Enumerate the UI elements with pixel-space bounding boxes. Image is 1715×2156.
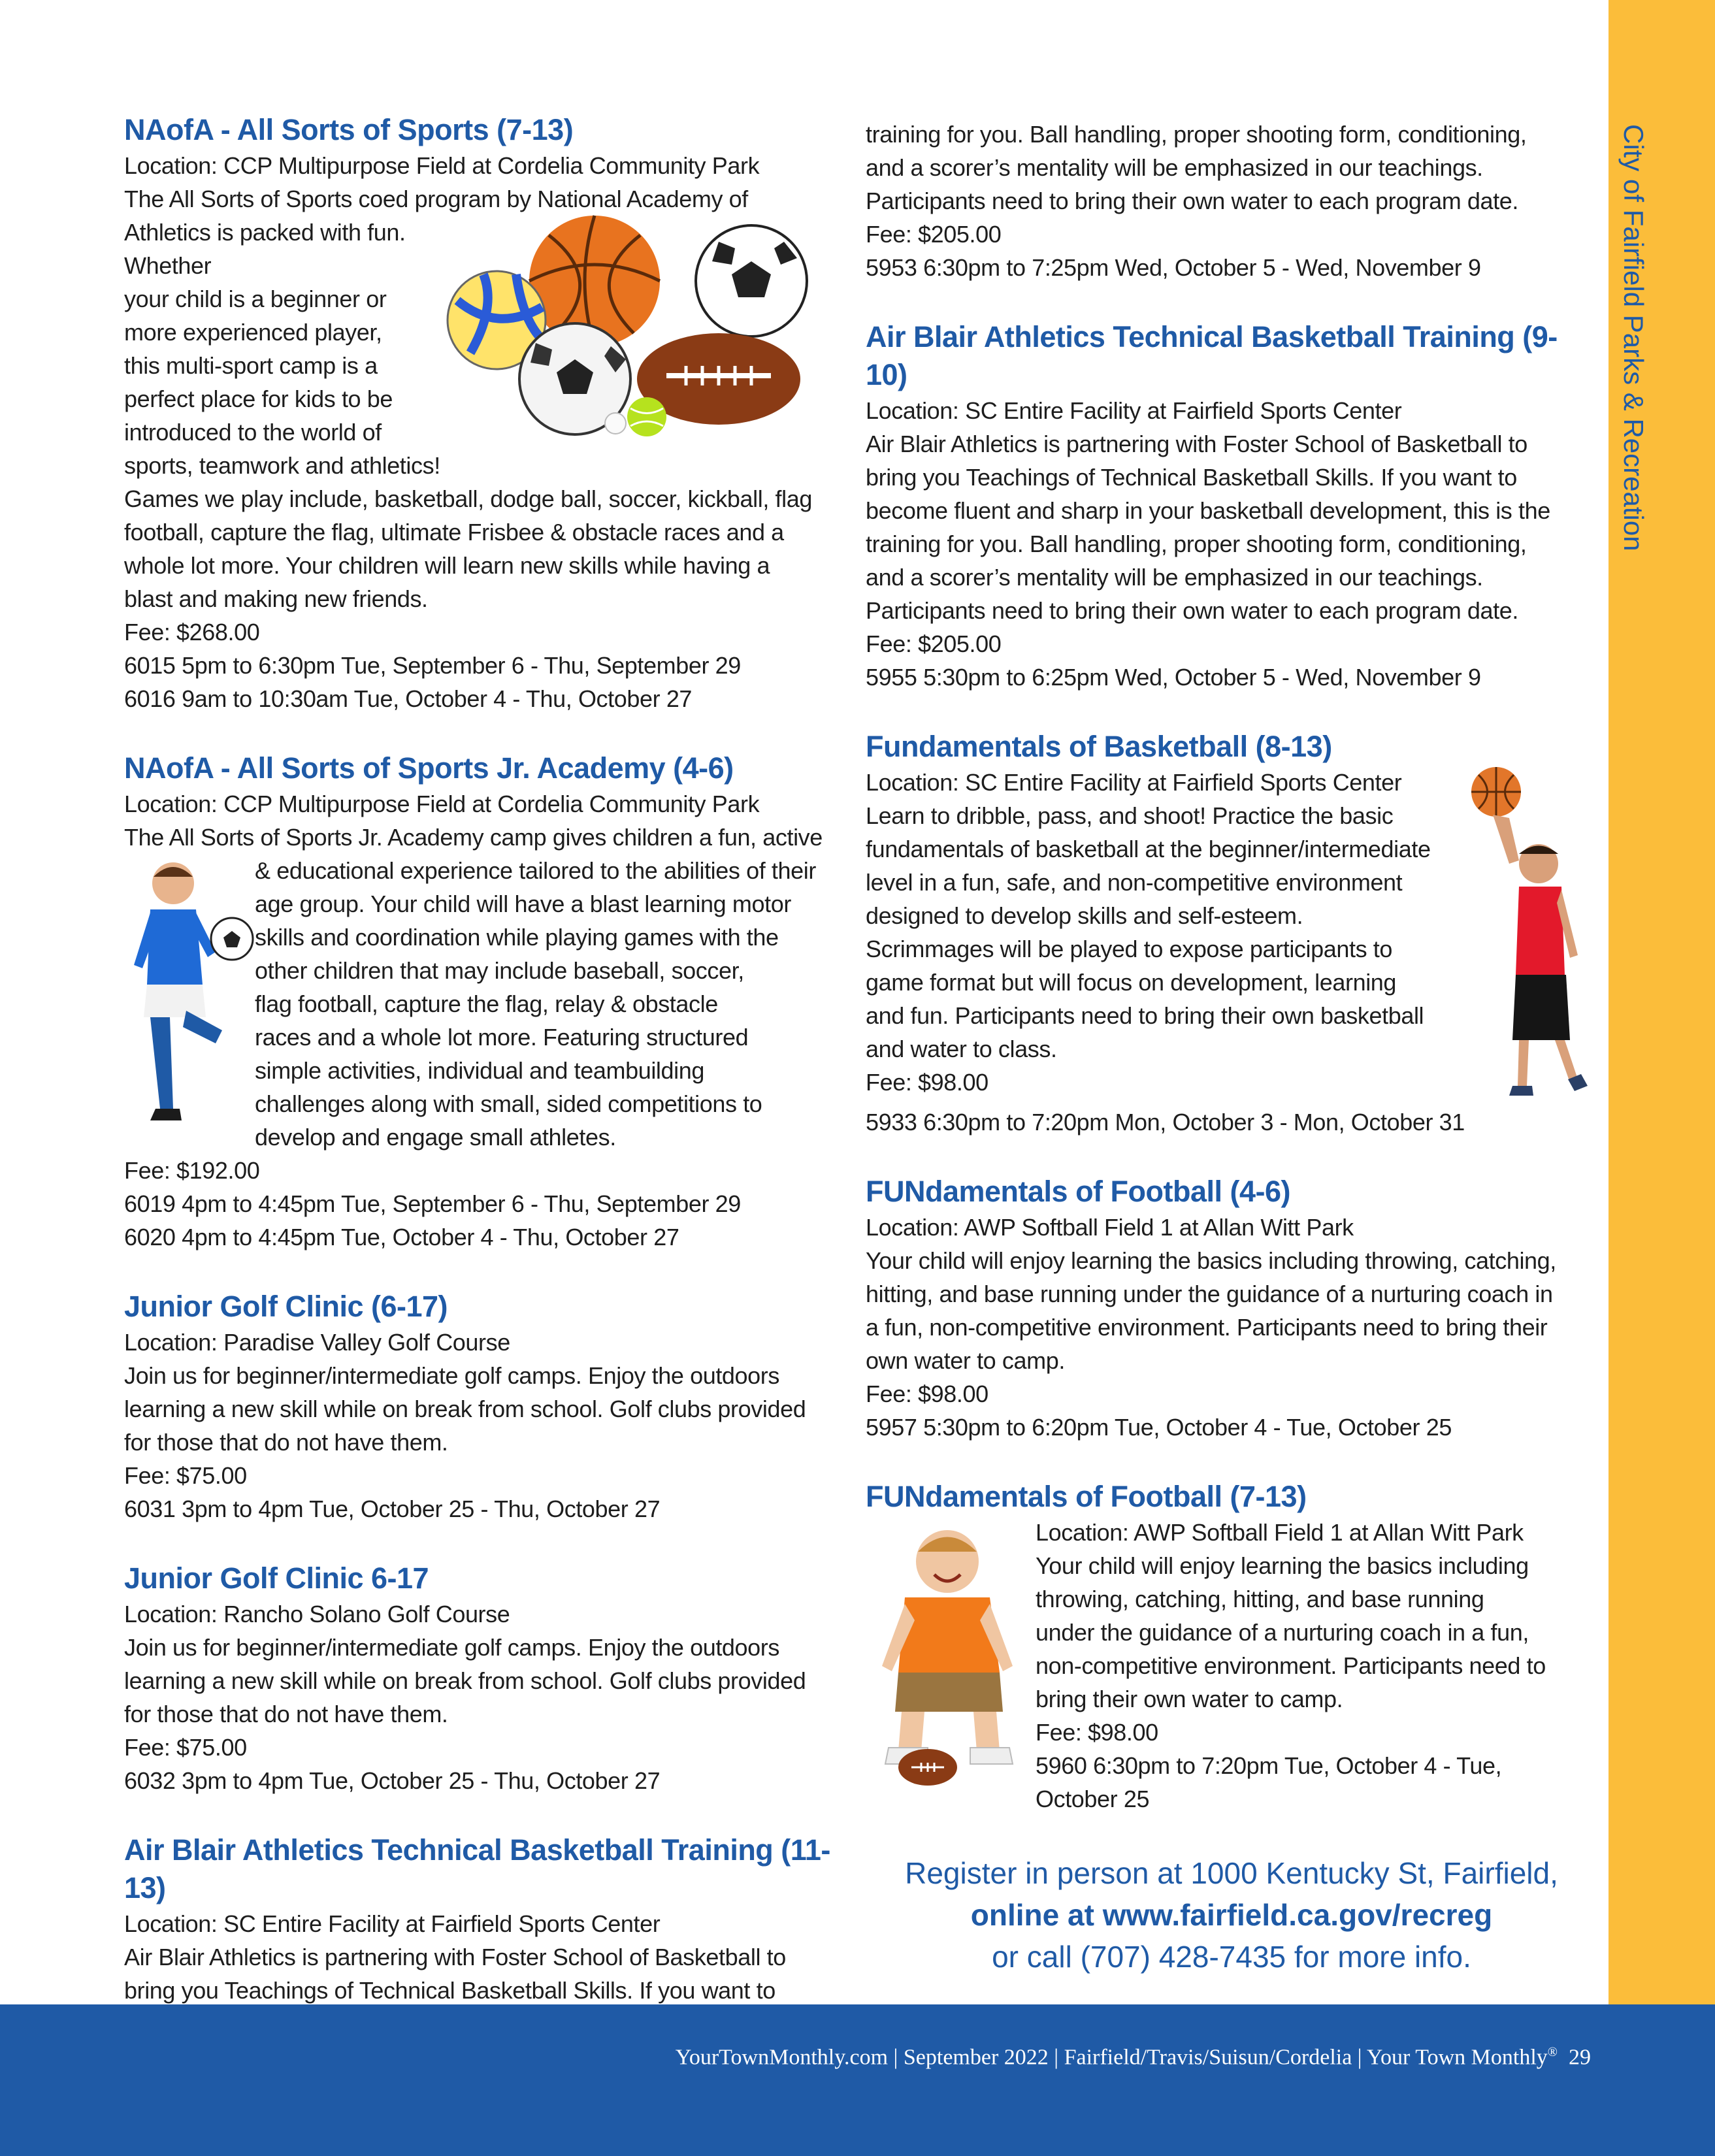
program-fee: Fee: $205.00 (866, 630, 1002, 657)
program-line: other children that may include baseball, soccer, (255, 957, 744, 984)
program-fee: Fee: $205.00 (866, 221, 1002, 248)
program-line: Air Blair Athletics is partnering with Foster School of Basketball to (124, 1944, 786, 1970)
program-all-sorts-of-sports (124, 111, 849, 715)
program-title: Air Blair Athletics Technical Basketball Training (11-13) (124, 1833, 830, 1904)
program-line: Location: AWP Softball Field 1 at Allan Witt Park (866, 1214, 1354, 1241)
program-line: this multi-sport camp is a (124, 352, 378, 379)
registered-mark: ® (1547, 2045, 1558, 2059)
program-session: 6015 5pm to 6:30pm Tue, September 6 - Thu, September 29 (124, 652, 741, 679)
program-session: 6020 4pm to 4:45pm Tue, October 4 - Thu, October 27 (124, 1224, 679, 1250)
program-title: Junior Golf Clinic 6-17 (124, 1561, 429, 1595)
football-boy-image (866, 1516, 1029, 1790)
program-fee: Fee: $75.00 (124, 1734, 247, 1761)
program-title: NAofA - All Sorts of Sports Jr. Academy (4-6) (124, 751, 734, 785)
program-line: bring you Teachings of Technical Basketball Skills. If you want to (124, 1977, 776, 2004)
program-session: 6031 3pm to 4pm Tue, October 25 - Thu, October 27 (124, 1495, 661, 1522)
left-column (124, 111, 849, 2040)
program-line: training for you. Ball handling, proper shooting form, conditioning, (866, 121, 1527, 148)
program-line: Athletics is packed with fun. Whether (124, 219, 406, 279)
program-session: 5953 6:30pm to 7:25pm Wed, October 5 - Wed, November 9 (866, 254, 1481, 281)
program-line: and a scorer’s mentality will be emphasized in our teachings. (866, 154, 1483, 181)
program-fundamentals-basketball (866, 728, 1597, 1139)
program-line: Location: Paradise Valley Golf Course (124, 1329, 510, 1356)
program-line: Location: CCP Multipurpose Field at Cordelia Community Park (124, 791, 760, 817)
program-line: develop and engage small athletes. (255, 1124, 616, 1151)
register-phone: or call (707) 428-7435 for more info. (992, 1940, 1471, 1974)
register-online-link[interactable]: online at www.fairfield.ca.gov/recreg (970, 1898, 1493, 1932)
program-line: Location: CCP Multipurpose Field at Cordelia Community Park (124, 152, 760, 179)
program-title: FUNdamentals of Football (7-13) (866, 1480, 1307, 1513)
program-line: sports, teamwork and athletics! (124, 452, 440, 479)
program-title: Fundamentals of Basketball (8-13) (866, 730, 1332, 763)
program-jr-academy (124, 749, 849, 1254)
program-session: 5933 6:30pm to 7:20pm Mon, October 3 - Mon, October 31 (866, 1109, 1465, 1135)
program-session: 6016 9am to 10:30am Tue, October 4 - Thu, October 27 (124, 685, 693, 712)
program-line: football, capture the flag, ultimate Frisbee & obstacle races and a (124, 519, 784, 546)
sports-balls-image (444, 209, 849, 444)
program-air-blair-9-10 (866, 318, 1597, 694)
program-session: 5955 5:30pm to 6:25pm Wed, October 5 - Wed, November 9 (866, 664, 1481, 691)
program-fundamentals-football-7-13 (866, 1478, 1597, 1816)
program-line: Location: Rancho Solano Golf Course (124, 1601, 510, 1627)
program-line: races and a whole lot more. Featuring structured (255, 1024, 749, 1051)
sidebar-label: City of Fairfield Parks & Recreation (1618, 124, 1649, 551)
program-fee: Fee: $268.00 (124, 619, 260, 645)
program-line: more experienced player, (124, 319, 382, 346)
program-line: Participants need to bring their own water to each program date. (866, 188, 1518, 214)
program-line: your child is a beginner or (124, 286, 387, 312)
program-line: Location: SC Entire Facility at Fairfield Sports Center (866, 397, 1402, 424)
program-line: perfect place for kids to be (124, 385, 393, 412)
basketball-boy-icon (1447, 766, 1597, 1105)
program-line: & educational experience tailored to the abilities of their (255, 857, 816, 884)
soccer-boy-image (124, 854, 255, 1148)
program-line: Air Blair Athletics is partnering with Foster School of Basketball to (866, 431, 1527, 457)
sports-balls-icon (444, 209, 849, 444)
program-line: level in a fun, safe, and non-competitive environment (866, 869, 1403, 896)
program-line: Learn to dribble, pass, and shoot! Practice the basic (866, 802, 1394, 829)
program-line: for those that do not have them. (124, 1701, 448, 1727)
program-line: learning a new skill while on break from school. Golf clubs provided (124, 1396, 806, 1422)
program-line: throwing, catching, hitting, and base running (1036, 1586, 1484, 1612)
program-line: Location: SC Entire Facility at Fairfield Sports Center (124, 1910, 661, 1937)
program-fee: Fee: $98.00 (1036, 1719, 1158, 1746)
program-line: Games we play include, basketball, dodge ball, soccer, kickball, flag (124, 485, 812, 512)
program-session: 5960 6:30pm to 7:20pm Tue, October 4 - Tue, (1036, 1752, 1502, 1779)
program-title: Air Blair Athletics Technical Basketball Training (9-10) (866, 320, 1558, 391)
program-line: learning a new skill while on break from school. Golf clubs provided (124, 1667, 806, 1694)
program-line: Participants need to bring their own water to each program date. (866, 597, 1518, 624)
program-line: under the guidance of a nurturing coach in a fun, (1036, 1619, 1529, 1646)
program-line: bring you Teachings of Technical Basketball Skills. If you want to (866, 464, 1517, 491)
footer-text (676, 2045, 1591, 2070)
program-session: 6032 3pm to 4pm Tue, October 25 - Thu, October 27 (124, 1767, 661, 1794)
basketball-boy-image (1447, 766, 1597, 1105)
football-boy-icon (866, 1516, 1029, 1790)
program-junior-golf-paradise (124, 1288, 849, 1526)
program-line: flag football, capture the flag, relay & obstacle (255, 990, 718, 1017)
program-line: a fun, non-competitive environment. Participants need to bring their (866, 1314, 1548, 1341)
program-session: 5957 5:30pm to 6:20pm Tue, October 4 - Tue, October 25 (866, 1414, 1452, 1441)
program-line: non-competitive environment. Participants need to (1036, 1652, 1546, 1679)
program-line: whole lot more. Your children will learn new skills while having a (124, 552, 770, 579)
page-number: 29 (1569, 2045, 1591, 2070)
program-session: October 25 (1036, 1786, 1150, 1812)
program-line: simple activities, individual and teambuilding (255, 1057, 704, 1084)
soccer-boy-icon (124, 854, 255, 1148)
program-line: and water to class. (866, 1036, 1057, 1062)
program-line: fundamentals of basketball at the beginner/intermediate (866, 836, 1431, 862)
program-fee: Fee: $192.00 (124, 1157, 260, 1184)
program-line: blast and making new friends. (124, 585, 428, 612)
right-column (866, 118, 1597, 1816)
program-line: Scrimmages will be played to expose participants to (866, 936, 1393, 962)
program-line: bring their own water to camp. (1036, 1686, 1343, 1712)
program-line: own water to camp. (866, 1347, 1065, 1374)
program-line: hitting, and base running under the guidance of a nurturing coach in (866, 1281, 1553, 1307)
program-line: game format but will focus on development, learning (866, 969, 1397, 996)
program-line: for those that do not have them. (124, 1429, 448, 1456)
program-line: challenges along with small, sided competitions to (255, 1090, 762, 1117)
footer-publication: YourTownMonthly.com | September 2022 | Fairfield/Travis/Suisun/Cordelia | Your Town Monthly (675, 2045, 1548, 2070)
program-line: The All Sorts of Sports Jr. Academy camp gives children a fun, active (124, 824, 823, 851)
program-line: designed to develop skills and self-esteem. (866, 902, 1303, 929)
program-session: 6019 4pm to 4:45pm Tue, September 6 - Thu, September 29 (124, 1190, 741, 1217)
program-line: Your child will enjoy learning the basics including throwing, catching, (866, 1247, 1556, 1274)
program-line: and a scorer’s mentality will be emphasized in our teachings. (866, 564, 1483, 591)
program-line: training for you. Ball handling, proper shooting form, conditioning, (866, 531, 1527, 557)
program-line: The All Sorts of Sports coed program by National Academy of (124, 186, 748, 212)
program-line: Your child will enjoy learning the basics including (1036, 1552, 1529, 1579)
program-fundamentals-football-4-6 (866, 1173, 1597, 1444)
program-title: FUNdamentals of Football (4-6) (866, 1175, 1291, 1208)
program-line: Location: SC Entire Facility at Fairfield Sports Center (866, 769, 1402, 796)
program-fee: Fee: $98.00 (866, 1069, 988, 1096)
program-junior-golf-rancho (124, 1560, 849, 1797)
program-line: Join us for beginner/intermediate golf camps. Enjoy the outdoors (124, 1634, 779, 1661)
program-line: Location: AWP Softball Field 1 at Allan Witt Park (1036, 1519, 1524, 1546)
program-line: and fun. Participants need to bring their own basketball (866, 1002, 1424, 1029)
program-air-blair-continued (866, 118, 1597, 284)
program-line: introduced to the world of (124, 419, 382, 446)
program-fee: Fee: $75.00 (124, 1462, 247, 1489)
program-title: NAofA - All Sorts of Sports (7-13) (124, 113, 574, 146)
program-line: age group. Your child will have a blast learning motor (255, 890, 791, 917)
program-line: skills and coordination while playing games with the (255, 924, 779, 951)
register-in-person: Register in person at 1000 Kentucky St, Fairfield, (905, 1856, 1558, 1890)
register-callout (866, 1852, 1597, 1978)
program-fee: Fee: $98.00 (866, 1380, 988, 1407)
program-line: Join us for beginner/intermediate golf camps. Enjoy the outdoors (124, 1362, 779, 1389)
program-line: become fluent and sharp in your basketball development, this is the (866, 497, 1550, 524)
footer-bar (0, 2004, 1715, 2156)
program-title: Junior Golf Clinic (6-17) (124, 1290, 448, 1323)
